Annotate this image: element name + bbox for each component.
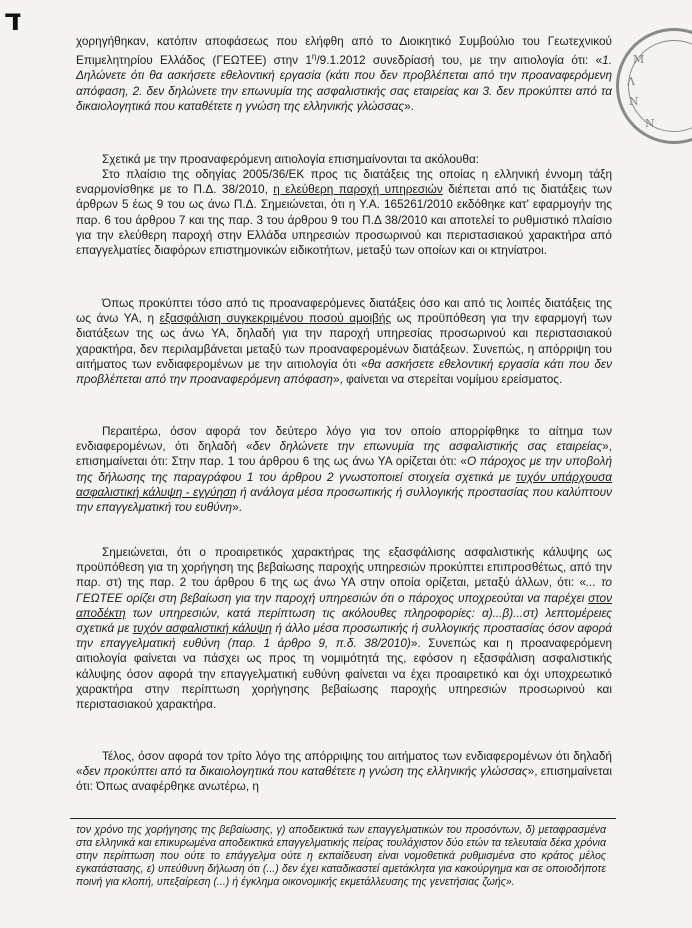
text-run: χορηγήθηκαν, κατόπιν αποφάσεως που ελήφθη από το Διοικητικό Συμβούλιο του Γεωτεχνικού Επιμελητηρίου Ελλάδος (ΓΕΩΤΕΕ) στην 1: [76, 34, 612, 68]
intro-text: Σχετικά με την προαναφερόμενη αιτιολογία επισημαίνονται τα ακόλουθα:: [102, 152, 480, 166]
ordinal-superscript: η: [311, 52, 317, 62]
quoted-phrase: θα ασκήσετε εθελοντική εργασία κάτι που δεν προβλέπεται από την προαναφερόμενη απόφαση: [76, 356, 612, 387]
quoted-provision: ... το ΓΕΩΤΕΕ ορίζει στη βεβαίωση για την παροχή υπηρεσιών ότι ο πάροχος υποχρεούται να παρέχει: [76, 575, 612, 605]
quoted-phrase: δεν δηλώνετε την επωνυμία της ασφαλιστικής σας εταιρείας: [252, 439, 603, 454]
footnote-divider: [70, 818, 616, 819]
paragraph-optional-coverage: [76, 545, 612, 712]
text-run: ».: [232, 500, 242, 515]
quoted-provision: ή ανάλογα μέσα προσωπικής ή συλλογικής προστασίας που καλύπτουν την επαγγελματική του ευθύνη: [76, 484, 612, 515]
text-run: ».: [404, 98, 414, 113]
official-stamp: [616, 28, 692, 144]
text-run: Τέλος, όσον αφορά τον τρίτο λόγο της απόρριψης του αιτήματος των ενδιαφερομένων ότι δηλαδή «: [76, 749, 612, 779]
quoted-provision: Ο πάροχος με την υποβολή της δήλωσης της παραγράφου 1 του άρθρου 2 γνωστοποιεί στοιχεία σχετικά με: [76, 454, 612, 484]
stamp-letter: Λ: [627, 75, 635, 88]
quoted-provision: των υπηρεσιών, κατά περίπτωση τις ακόλουθες πληροφορίες: α)...β)...στ) λεπτομέρειες σχετικά με: [76, 605, 612, 636]
stamp-letter: Ν: [629, 95, 639, 108]
footnote: τον χρόνο της χορήγησης της βεβαίωσης, γ) αποδεικτικά των επαγγελματικών του προσόντων, δ) μεταφρασμένα στα ελληνικά και επικυρωμένα αποδεικτικά επαγγελματικής πείρας τουλάχιστον δύο ετών τα τελευταία δέκα χρόνια στην περίπτωση που ούτε το επάγγελμα ούτε η εκπαίδευση είναι νομοθετικά ρυθμισμένα στο κράτος μέλος εγκατάστασης, ε) υπεύθυνη δήλωση ότι (...) δεν έχει καταδικαστεί αμετάκλητα για κακούργημα και σε οποιοδήποτε ποινή για κλοπή, υπεξαίρεση (...) ή έγκλημα οικονομικής εκμετάλλευσης της γενετήσιας ζωής».: [76, 824, 606, 889]
text-run: Όπως προκύπτει τόσο από τις προαναφερόμενες διατάξεις όσο και από τις λοιπές διατάξεις της ως άνω ΥΑ, η: [76, 296, 612, 326]
paragraph-insurance: [76, 424, 612, 515]
text-run: Στο πλαίσιο της οδηγίας 2005/36/ΕΚ προς τις διατάξεις της οποίας η ελληνική έννομη τάξη εναρμονίσθηκε με το Π.Δ. 38/2010,: [76, 167, 612, 197]
text-run: ως προϋπόθεση για την εφαρμογή των διατάξεων της ως άνω ΥΑ, δηλαδή για την παροχή υπηρεσίας προσωρινού και περιστασιακού χαρακτήρα, δεν περιλαμβάνεται μεταξύ των προαναφερομένων διατάξεων. Συνεπώς, η απόρριψη του αιτήματος των ενδιαφερομένων με την αιτιολογία ότι «: [76, 311, 612, 371]
quoted-phrase: δεν προκύπτει από τα δικαιολογητικά που καταθέτετε η γνώση της ελληνικής γλώσσας: [82, 764, 528, 779]
paragraph-intro: [76, 152, 612, 167]
text-run: », επισημαίνεται ότι: Όπως αναφέρθηκε ανωτέρω, η: [76, 764, 612, 794]
text-run: », επισημαίνεται ότι: Στην παρ. 1 του άρθρου 6 της ως άνω ΥΑ ορίζεται ότι: «: [76, 439, 612, 469]
underlined-phrase: η ελεύθερη παροχή υπηρεσιών: [273, 182, 443, 197]
paragraph-remuneration: [76, 296, 612, 387]
paragraph-decision-reasoning: [76, 34, 612, 114]
quoted-reasoning: 1. Δηλώνετε ότι θα ασκήσετε εθελοντική εργασία (κάτι που δεν προβλέπεται από την προαναφερόμενη απόφαση, 2. δεν δηλώνετε την επωνυμία της ασφαλιστικής σας εταιρείας και 3. δεν προκύπτει από τα δικαιολογητικά που καταθέτετε η γνώση της ελληνικής γλώσσας: [76, 53, 612, 113]
stamp-letter: Μ: [633, 53, 645, 66]
text-run: διέπεται από τις διατάξεις των άρθρων 5 έως 9 του ως άνω Π.Δ. Σημειώνεται, ότι η Υ.Α. 165261/2010 εκδόθηκε κατ' εφαρμογήν της παρ. 6 του άρθρου 7 και της παρ. 3 του άρθρου 9 του Π.Δ 38/2010 και αποτελεί το ρυθμιστικό πλαίσιο για την ελεύθερη παροχή στην Ελλάδα υπηρεσιών προσωρινού και περιστασιακού χαρακτήρα από επαγγελματίες διαφόρων επιστημονικών ειδικοτήτων, μεταξύ των οποίων και οι κτηνίατροι.: [76, 182, 612, 258]
text-run: /9.1.2012 συνεδρίασή του, με την αιτιολογία ότι: «: [316, 53, 603, 68]
text-run: », φαίνεται να στερείται νομίμου ερείσματος.: [332, 372, 563, 387]
underlined-phrase: στον αποδέκτη: [76, 590, 612, 620]
corner-mark: ד: [4, 3, 22, 38]
quoted-provision: ή άλλο μέσα προσωπικής ή συλλογικής προστασίας όσον αφορά την επαγγελματική ευθύνη (παρ. 1 άρθρο 9, π.δ. 38/2010): [76, 621, 613, 651]
underlined-phrase: τυχόν ασφαλιστική κάλυψη: [132, 621, 272, 636]
underlined-phrase: εξασφάλιση συγκεκριμένου ποσού αμοιβής: [159, 311, 392, 326]
paragraph-directive: [76, 167, 612, 258]
underlined-phrase: τυχόν υπάρχουσα ασφαλιστική κάλυψη - εγγύηση: [76, 469, 612, 499]
text-run: Σημειώνεται, ότι ο προαιρετικός χαρακτήρας της εξασφάλισης ασφαλιστικής κάλυψης ως προϋπόθεση για τη χορήγηση της βεβαίωσης παροχής υπηρεσιών προκύπτει επιπροσθέτως, από την παρ. στ) της παρ. 2 του άρθρου 6 της ως άνω ΥΑ στην οποία ορίζεται, μεταξύ άλλων, ότι: «: [76, 545, 612, 590]
text-run: ». Συνεπώς και η προαναφερόμενη αιτιολογία φαίνεται να πάσχει ως προς τη νομιμότητά της, εφόσον η εξασφάλιση ασφαλιστικής κάλυψης όσον αφορά την επαγγελματική ευθύνη φαίνεται να έχει προαιρετικό και όχι υποχρεωτικό χαρακτήρα στην περίπτωση χορήγησης βεβαίωσης παροχής υπηρεσιών προσωρινού και περιστασιακού χαρακτήρα.: [76, 636, 612, 712]
stamp-letter: Ν: [645, 117, 655, 130]
text-run: Περαιτέρω, όσον αφορά τον δεύτερο λόγο για τον οποίο απορρίφθηκε το αίτημα των ενδιαφερομένων, ότι δηλαδή «: [76, 424, 612, 454]
paragraph-language: [76, 749, 612, 795]
